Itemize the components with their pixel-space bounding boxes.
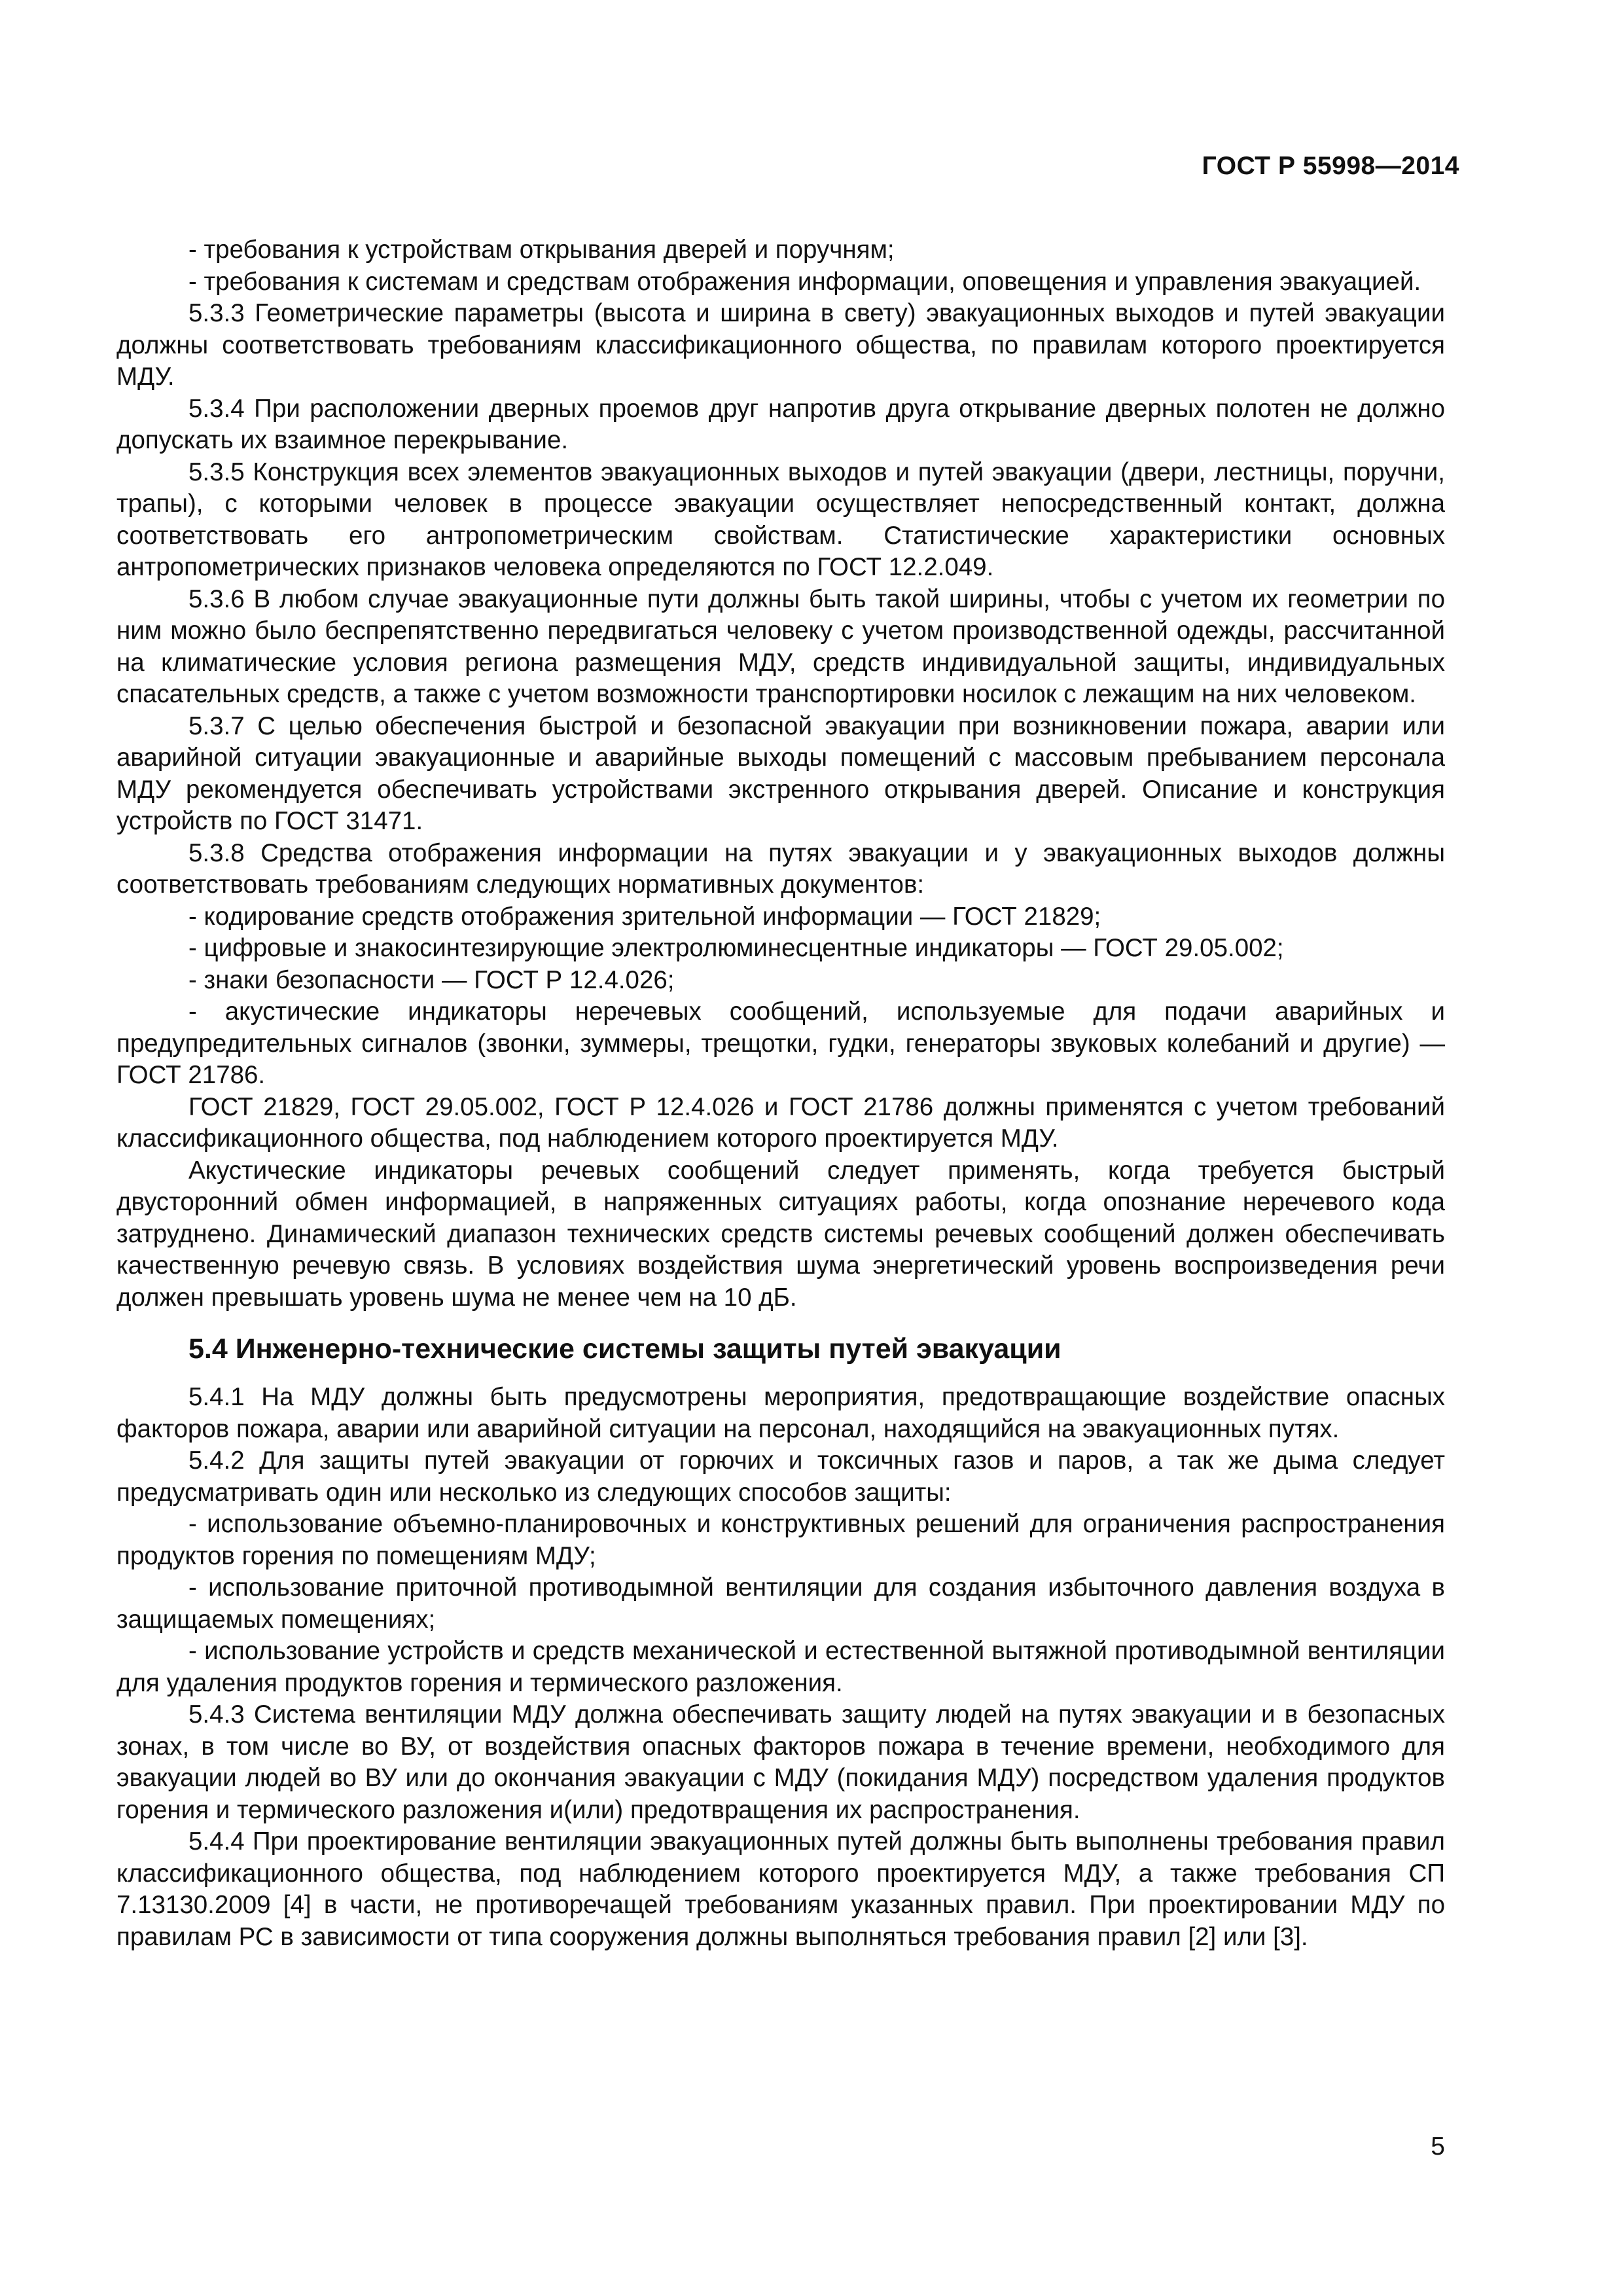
list-item: - кодирование средств отображения зрительной информации — ГОСТ 21829; (188, 902, 1101, 931)
paragraph: 5.3.7 С целью обеспечения быстрой и безопасной эвакуации при возникновении пожара, аварии или аварийной ситуации эвакуационные и аварийные выходы помещений с массовым пребыванием персонала МДУ рекомендуется обеспечивать устройствами экстренного открывания дверей. Описание и конструкция устройств по ГОСТ 31471. (116, 711, 1445, 835)
paragraph: 5.4.1 На МДУ должны быть предусмотрены мероприятия, предотвращающие воздействие опасных факторов пожара, аварии или аварийной ситуации на персонал, находящийся на эвакуационных путях. (116, 1383, 1445, 1443)
document-body (116, 234, 1445, 1953)
paragraph: 5.4.2 Для защиты путей эвакуации от горючих и токсичных газов и паров, а так же дыма следует предусматривать один или несколько из следующих способов защиты: (116, 1446, 1445, 1507)
paragraph: 5.3.4 При расположении дверных проемов друг напротив друга открывание дверных полотен не должно допускать их взаимное перекрывание. (116, 394, 1445, 454)
paragraph: - требования к устройствам открывания дверей и поручням; (188, 236, 895, 264)
list-item: - использование устройств и средств механической и естественной вытяжной противодымной вентиляции для удаления продуктов горения и термического разложения. (116, 1637, 1445, 1697)
paragraph: 5.3.5 Конструкция всех элементов эвакуационных выходов и путей эвакуации (двери, лестницы, поручни, трапы), с которыми человек в процессе эвакуации осуществляет непосредственный контакт, должна соответствовать его антропометрическим свойствам. Статистические характеристики основных антропометрических признаков человека определяются по ГОСТ 12.2.049. (116, 457, 1445, 581)
paragraph: 5.4.4 При проектирование вентиляции эвакуационных путей должны быть выполнены требования правил классификационного общества, под наблюдением которого проектируется МДУ, а также требования СП 7.13130.2009 [4] в части, не противоречащей требованиям указанных правил. При проектировании МДУ по правилам РС в зависимости от типа сооружения должны выполняться требования правил [2] или [3]. (116, 1827, 1445, 1951)
document-code-header: ГОСТ Р 55998—2014 (1202, 152, 1459, 180)
paragraph: - требования к системам и средствам отображения информации, оповещения и управления эвакуацией. (188, 267, 1421, 296)
list-item: - использование объемно-планировочных и конструктивных решений для ограничения распространения продуктов горения по помещениям МДУ; (116, 1510, 1445, 1570)
list-item: - использование приточной противодымной вентиляции для создания избыточного давления воздуха в защищаемых помещениях; (116, 1573, 1445, 1634)
list-item: - акустические индикаторы неречевых сообщений, используемые для подачи аварийных и предупредительных сигналов (звонки, зуммеры, трещотки, гудки, генераторы звуковых колебаний и другие) — ГОСТ 21786. (116, 997, 1445, 1089)
paragraph: 5.3.6 В любом случае эвакуационные пути должны быть такой ширины, чтобы с учетом их геометрии по ним можно было беспрепятственно передвигаться человеку с учетом производственной одежды, рассчитанной на климатические условия региона размещения МДУ, средств индивидуальной защиты, индивидуальных спасательных средств, а также с учетом возможности транспортировки носилок с лежащим на них человеком. (116, 584, 1445, 708)
list-item: - знаки безопасности — ГОСТ Р 12.4.026; (188, 965, 675, 994)
section-title: 5.4 Инженерно-технические системы защиты путей эвакуации (188, 1333, 1061, 1365)
paragraph: ГОСТ 21829, ГОСТ 29.05.002, ГОСТ Р 12.4.026 и ГОСТ 21786 должны применятся с учетом требований классификационного общества, под наблюдением которого проектируется МДУ. (116, 1092, 1445, 1153)
paragraph: 5.3.8 Средства отображения информации на путях эвакуации и у эвакуационных выходов должны соответствовать требованиям следующих нормативных документов: (116, 838, 1445, 899)
paragraph: 5.3.3 Геометрические параметры (высота и ширина в свету) эвакуационных выходов и путей эвакуации должны соответствовать требованиям классификационного общества, по правилам которого проектируется МДУ. (116, 299, 1445, 391)
list-item: - цифровые и знакосинтезирующие электролюминесцентные индикаторы — ГОСТ 29.05.002; (188, 934, 1284, 962)
paragraph: 5.4.3 Система вентиляции МДУ должна обеспечивать защиту людей на путях эвакуации и в безопасных зонах, в том числе во ВУ, от воздействия опасных факторов пожара в течение времени, необходимого для эвакуации людей во ВУ или до окончания эвакуации с МДУ (покидания МДУ) посредством удаления продуктов горения и термического разложения и(или) предотвращения их распространения. (116, 1700, 1445, 1824)
page-number: 5 (1431, 2132, 1445, 2161)
paragraph: Акустические индикаторы речевых сообщений следует применять, когда требуется быстрый двусторонний обмен информацией, в напряженных ситуациях работы, когда опознание неречевого кода затруднено. Динамический диапазон технических средств системы речевых сообщений должен обеспечивать качественную речевую связь. В условиях воздействия шума энергетический уровень воспроизведения речи должен превышать уровень шума не менее чем на 10 дБ. (116, 1156, 1445, 1312)
